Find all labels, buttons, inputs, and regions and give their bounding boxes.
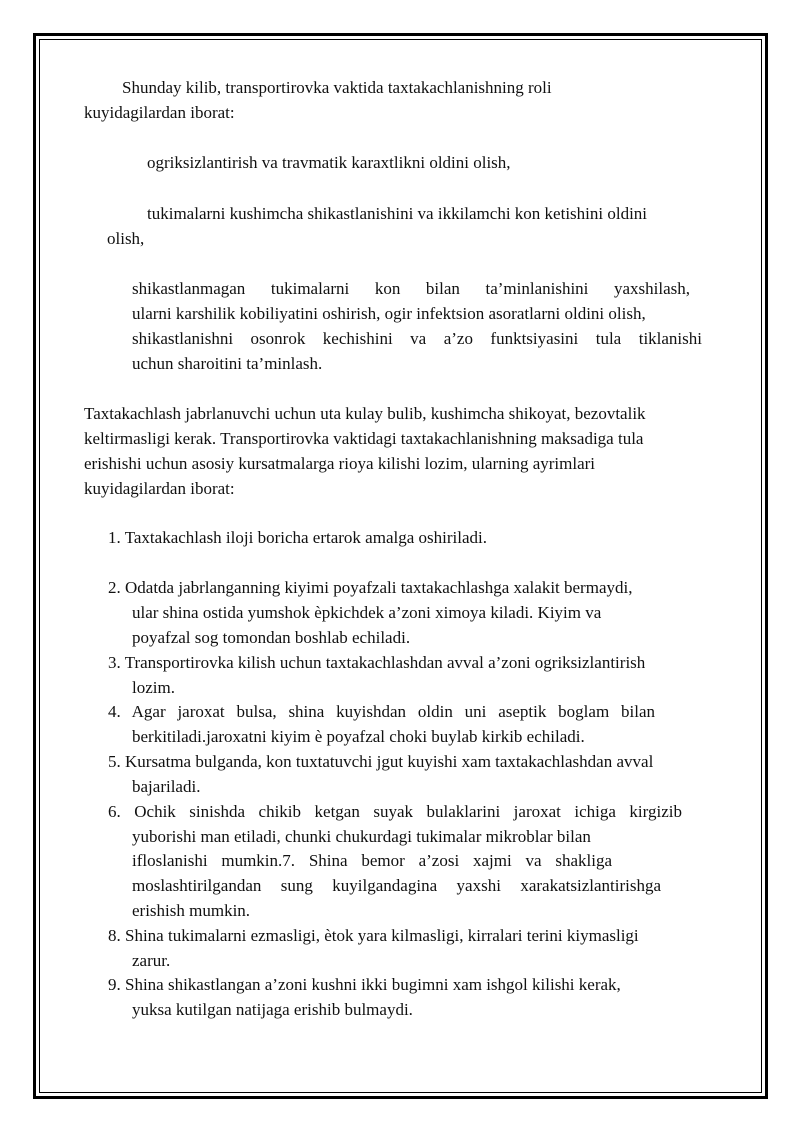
role-item: uchun sharoitini ta’minlash.: [132, 354, 323, 373]
rule-item: 1. Taxtakachlash iloji boricha ertarok amalga oshiriladi.: [108, 528, 487, 547]
rule-item: yuborishi man etiladi, chunki chukurdagi tukimalar mikroblar bilan: [132, 827, 591, 846]
rule-item: erishish mumkin.: [132, 901, 251, 920]
paragraph-line: erishishi uchun asosiy kursatmalarga rioya kilishi lozim, ularning ayrimlari: [84, 454, 595, 473]
rule-item: ifloslanishi mumkin.7. Shina bemor a’zosi xajmi va shakliga: [132, 851, 612, 870]
rule-item: berkitiladi.jaroxatni kiyim è poyafzal choki buylab kirkib echiladi.: [132, 727, 585, 746]
paragraph-line: kuyidagilardan iborat:: [84, 479, 235, 498]
role-item: shikastlanmagan tukimalarni kon bilan ta’minlanishini yaxshilash,: [132, 279, 690, 298]
rule-item: bajariladi.: [132, 777, 201, 796]
intro-line: kuyidagilardan iborat:: [84, 103, 235, 122]
role-item: ogriksizlantirish va travmatik karaxtlikni oldini olish,: [147, 153, 511, 172]
rule-item: 2. Odatda jabrlanganning kiyimi poyafzali taxtakachlashga xalakit bermaydi,: [108, 578, 633, 597]
paragraph-line: Taxtakachlash jabrlanuvchi uchun uta kulay bulib, kushimcha shikoyat, bezovtalik: [84, 404, 646, 423]
rule-item: 8. Shina tukimalarni ezmasligi, ètok yara kilmasligi, kirralari terini kiymasligi: [108, 926, 639, 945]
rule-item: 5. Kursatma bulganda, kon tuxtatuvchi jgut kuyishi xam taxtakachlashdan avval: [108, 752, 654, 771]
intro-line: Shunday kilib, transportirovka vaktida taxtakachlanishning roli: [122, 78, 552, 97]
rule-item: zarur.: [132, 951, 171, 970]
rule-item: 6. Ochik sinishda chikib ketgan suyak bulaklarini jaroxat ichiga kirgizib: [108, 802, 682, 821]
role-item: ularni karshilik kobiliyatini oshirish, ogir infektsion asoratlarni oldini olish,: [132, 304, 646, 323]
role-item: shikastlanishni osonrok kechishini va a’zo funktsiyasini tula tiklanishi: [132, 329, 702, 348]
rule-item: 3. Transportirovka kilish uchun taxtakachlashdan avval a’zoni ogriksizlantirish: [108, 653, 646, 672]
rule-item: poyafzal sog tomondan boshlab echiladi.: [132, 628, 411, 647]
paragraph-line: keltirmasligi kerak. Transportirovka vaktidagi taxtakachlanishning maksadiga tula: [84, 429, 644, 448]
rule-item: 4. Agar jaroxat bulsa, shina kuyishdan oldin uni aseptik boglam bilan: [108, 702, 655, 721]
rule-item: yuksa kutilgan natijaga erishib bulmaydi.: [132, 1000, 413, 1019]
rule-item: lozim.: [132, 678, 175, 697]
role-item: olish,: [107, 229, 145, 248]
rule-item: ular shina ostida yumshok èpkichdek a’zoni ximoya kiladi. Kiyim va: [132, 603, 602, 622]
rule-item: 9. Shina shikastlangan a’zoni kushni ikki bugimni xam ishgol kilishi kerak,: [108, 975, 621, 994]
rule-item: moslashtirilgandan sung kuyilgandagina yaxshi xarakatsizlantirishga: [132, 876, 661, 895]
role-item: tukimalarni kushimcha shikastlanishini va ikkilamchi kon ketishini oldini: [147, 204, 648, 223]
